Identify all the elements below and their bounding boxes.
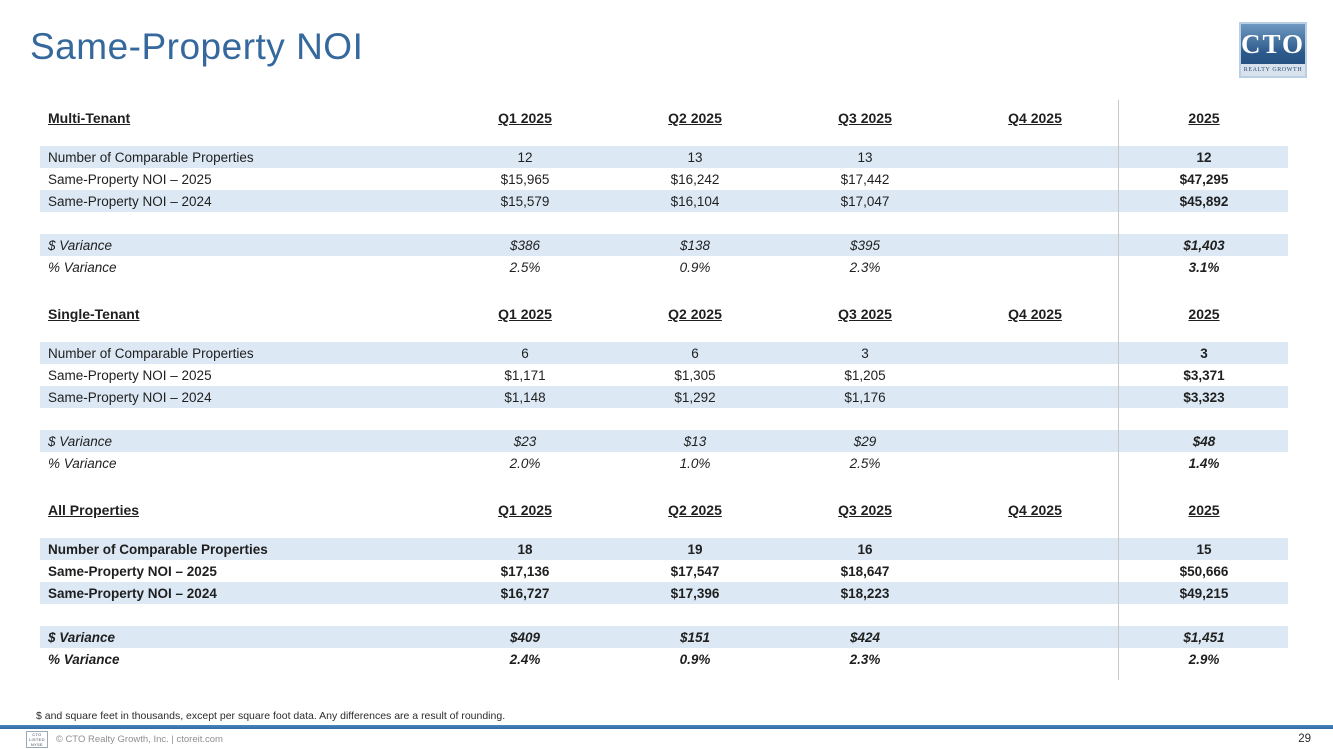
table-title: All Properties <box>48 502 140 518</box>
cell-value: 3 <box>1200 345 1208 361</box>
logo-subtext: REALTY GROWTH <box>1241 64 1305 76</box>
table-row <box>40 256 1288 278</box>
column-header: Q4 2025 <box>1008 306 1062 322</box>
cell-value: 12 <box>517 149 533 165</box>
cell-value: $1,205 <box>844 367 886 383</box>
cell-value: 13 <box>687 149 703 165</box>
cell-value: 16 <box>857 541 873 557</box>
row-label: Number of Comparable Properties <box>48 345 254 361</box>
cell-value: $1,403 <box>1183 237 1225 253</box>
cell-value: $18,223 <box>840 585 890 601</box>
cell-value: 2.0% <box>509 455 541 471</box>
column-header: 2025 <box>1188 110 1220 126</box>
cell-value: $29 <box>853 433 877 449</box>
table-title: Multi-Tenant <box>48 110 131 126</box>
table-row <box>40 452 1288 474</box>
row-label: Same-Property NOI – 2025 <box>48 171 212 187</box>
cell-value: 0.9% <box>679 651 711 667</box>
cell-value: $23 <box>513 433 537 449</box>
table-row <box>40 560 1288 582</box>
cell-value: 0.9% <box>679 259 711 275</box>
row-label: $ Variance <box>48 237 113 253</box>
cell-value: $50,666 <box>1179 563 1229 579</box>
table-row <box>40 582 1288 604</box>
cell-value: $138 <box>679 237 711 253</box>
copyright-text: © CTO Realty Growth, Inc. | ctoreit.com <box>55 733 223 745</box>
row-label: % Variance <box>48 455 117 471</box>
cell-value: $424 <box>849 629 881 645</box>
cell-value: $1,171 <box>504 367 546 383</box>
cell-value: $17,547 <box>670 563 720 579</box>
cell-value: $1,451 <box>1183 629 1225 645</box>
column-header: Q3 2025 <box>838 502 892 518</box>
column-header: Q3 2025 <box>838 306 892 322</box>
nyse-listed-badge <box>26 731 48 748</box>
cell-value: $1,148 <box>504 389 546 405</box>
cell-value: $17,136 <box>500 563 550 579</box>
page-number: 29 <box>1298 733 1311 745</box>
column-header: 2025 <box>1188 502 1220 518</box>
column-header: Q3 2025 <box>838 110 892 126</box>
cto-realty-growth-logo <box>1239 22 1307 78</box>
column-header: Q4 2025 <box>1008 502 1062 518</box>
table-header-row <box>40 106 1288 130</box>
table-row <box>40 364 1288 386</box>
cell-value: $16,242 <box>670 171 720 187</box>
cell-value: 2.5% <box>509 259 541 275</box>
cell-value: $18,647 <box>840 563 890 579</box>
cell-value: 12 <box>1196 149 1212 165</box>
cell-value: $45,892 <box>1179 193 1229 209</box>
cell-value: 2.3% <box>849 259 881 275</box>
cell-value: 2.3% <box>849 651 881 667</box>
cell-value: $409 <box>509 629 541 645</box>
cell-value: $16,727 <box>500 585 550 601</box>
footer <box>0 729 1333 749</box>
nyse-badge-line: NYSE <box>30 741 43 747</box>
cell-value: $1,305 <box>674 367 716 383</box>
column-header: Q1 2025 <box>498 502 552 518</box>
spacer-row <box>40 212 1288 234</box>
spacer-row <box>40 604 1288 626</box>
cell-value: 18 <box>517 541 533 557</box>
column-header: Q2 2025 <box>668 306 722 322</box>
table-row <box>40 626 1288 648</box>
row-label: Number of Comparable Properties <box>48 541 268 557</box>
cell-value: 6 <box>691 345 699 361</box>
cell-value: 15 <box>1196 541 1212 557</box>
cell-value: $395 <box>849 237 881 253</box>
table-title: Single-Tenant <box>48 306 140 322</box>
table-row <box>40 190 1288 212</box>
cell-value: 2.5% <box>849 455 881 471</box>
cell-value: 2.4% <box>509 651 541 667</box>
page-title: Same-Property NOI <box>30 26 364 67</box>
cell-value: 6 <box>521 345 529 361</box>
row-label: Same-Property NOI – 2024 <box>48 193 212 209</box>
table-row <box>40 538 1288 560</box>
table-single-tenant <box>40 302 1288 474</box>
cell-value: $1,292 <box>674 389 716 405</box>
row-label: Same-Property NOI – 2025 <box>48 563 217 579</box>
nyse-badge-line: LISTED <box>29 736 45 742</box>
cell-value: $17,396 <box>670 585 720 601</box>
cell-value: $16,104 <box>670 193 720 209</box>
cell-value: 1.0% <box>679 455 711 471</box>
total-column-divider <box>1118 100 1119 680</box>
table-row <box>40 386 1288 408</box>
table-row <box>40 648 1288 670</box>
row-label: $ Variance <box>48 629 116 645</box>
column-header: Q2 2025 <box>668 502 722 518</box>
cell-value: $3,371 <box>1183 367 1225 383</box>
cell-value: 2.9% <box>1188 651 1220 667</box>
footnote: $ and square feet in thousands, except per square foot data. Any differences are a result of rounding. <box>36 710 506 722</box>
table-row <box>40 168 1288 190</box>
cell-value: $47,295 <box>1179 171 1229 187</box>
cell-value: $13 <box>683 433 707 449</box>
row-label: Same-Property NOI – 2024 <box>48 585 217 601</box>
cell-value: $15,579 <box>500 193 550 209</box>
row-label: Same-Property NOI – 2025 <box>48 367 212 383</box>
tables-region <box>40 106 1288 670</box>
row-label: Number of Comparable Properties <box>48 149 254 165</box>
cell-value: $17,442 <box>840 171 890 187</box>
column-header: Q1 2025 <box>498 306 552 322</box>
row-label: Same-Property NOI – 2024 <box>48 389 212 405</box>
row-label: % Variance <box>48 651 120 667</box>
logo-text: CTO <box>1240 29 1306 59</box>
cell-value: $386 <box>509 237 541 253</box>
table-row <box>40 430 1288 452</box>
cell-value: 19 <box>687 541 703 557</box>
table-row <box>40 342 1288 364</box>
cell-value: $1,176 <box>844 389 886 405</box>
cell-value: 1.4% <box>1188 455 1220 471</box>
table-row <box>40 234 1288 256</box>
row-label: % Variance <box>48 259 117 275</box>
cell-value: $49,215 <box>1179 585 1229 601</box>
table-header-row <box>40 498 1288 522</box>
spacer-row <box>40 408 1288 430</box>
cell-value: $15,965 <box>500 171 550 187</box>
table-multi-tenant <box>40 106 1288 278</box>
table-row <box>40 146 1288 168</box>
table-all-properties <box>40 498 1288 670</box>
column-header: Q4 2025 <box>1008 110 1062 126</box>
column-header: Q2 2025 <box>668 110 722 126</box>
nyse-badge-line: CTO <box>32 731 42 737</box>
column-header: Q1 2025 <box>498 110 552 126</box>
cell-value: $151 <box>679 629 711 645</box>
cell-value: $17,047 <box>840 193 890 209</box>
table-header-row <box>40 302 1288 326</box>
cell-value: 3 <box>861 345 869 361</box>
cell-value: $48 <box>1192 433 1216 449</box>
cell-value: 3.1% <box>1188 259 1220 275</box>
cell-value: 13 <box>857 149 873 165</box>
column-header: 2025 <box>1188 306 1220 322</box>
cell-value: $3,323 <box>1183 389 1225 405</box>
row-label: $ Variance <box>48 433 113 449</box>
